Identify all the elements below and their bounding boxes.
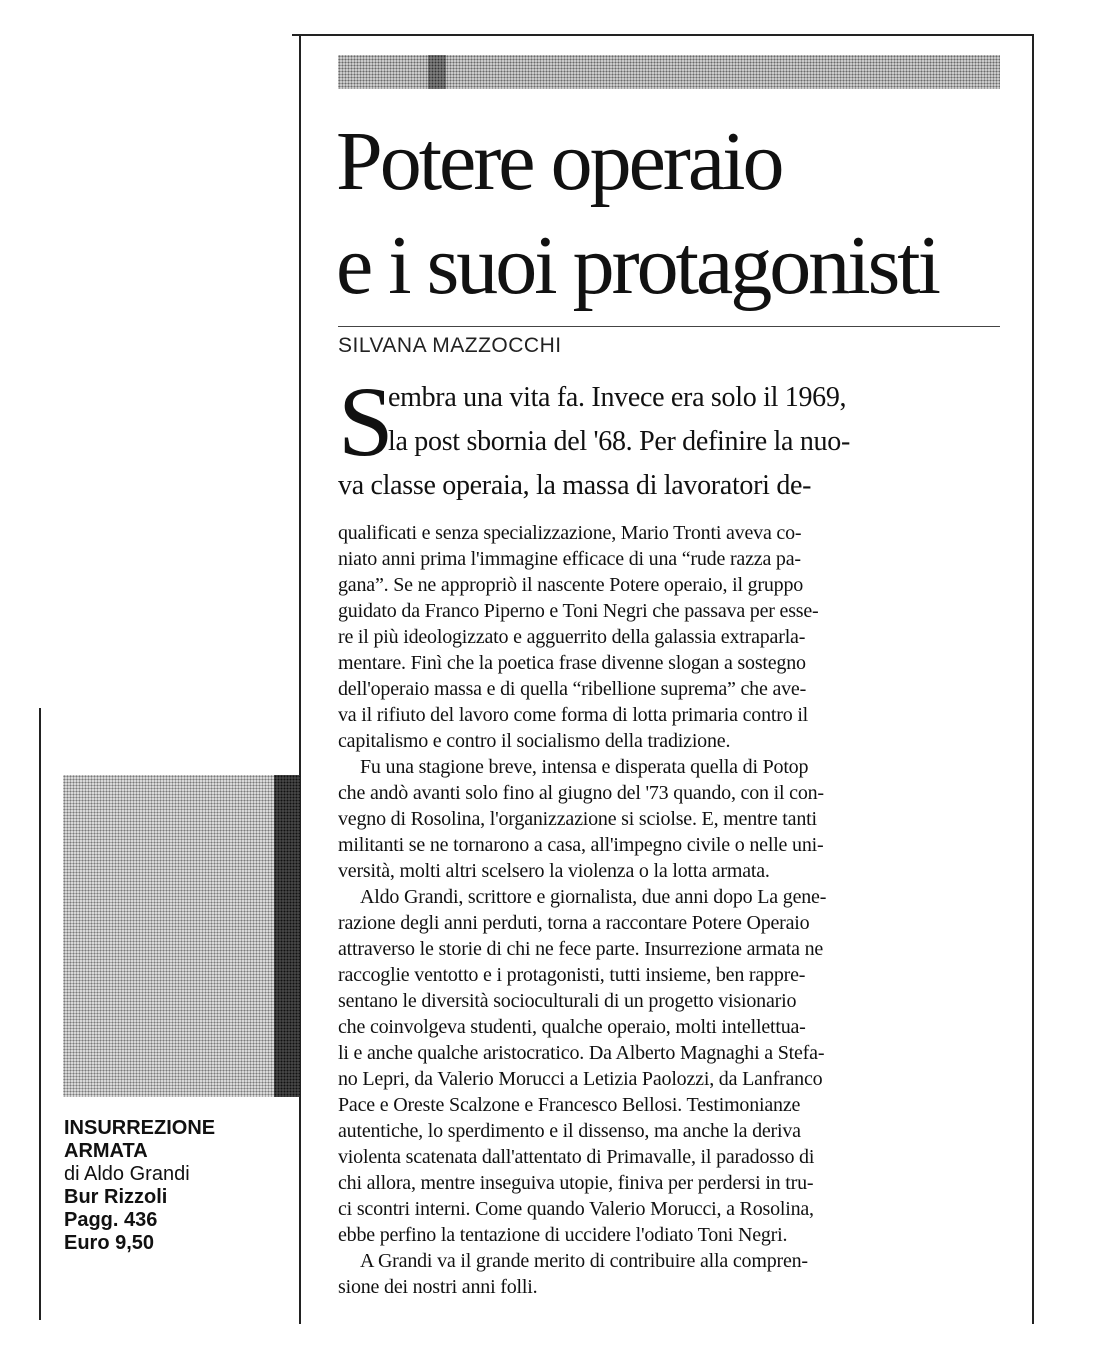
body-line: A Grandi va il grande merito di contribuire alla compren-: [360, 1250, 808, 1272]
top-rule: [292, 34, 1034, 36]
body-line: raccoglie ventotto e i protagonisti, tutti insieme, ben rappre-: [338, 964, 806, 986]
body-line: li e anche qualche aristocratico. Da Alberto Magnaghi a Stefa-: [338, 1042, 825, 1064]
book-title-line-1: INSURREZIONE: [64, 1117, 216, 1139]
body-line: che coinvolgeva studenti, qualche operaio, molti intellettua-: [338, 1016, 806, 1038]
book-price: Euro 9,50: [64, 1232, 155, 1254]
body-line: militanti se ne tornarono a casa, all'impegno civile o nelle uni-: [338, 834, 824, 856]
body-line: Fu una stagione breve, intensa e disperata quella di Potop: [360, 756, 809, 778]
left-column-rule: [39, 708, 41, 1320]
book-info-box: [64, 1117, 215, 1255]
body-line: versità, molti altri scelsero la violenza o la lotta armata.: [338, 860, 770, 882]
body-line: no Lepri, da Valerio Morucci a Letizia Paolozzi, da Lanfranco: [338, 1068, 823, 1090]
body-line: sione dei nostri anni folli.: [338, 1276, 538, 1298]
drop-cap: S: [338, 366, 394, 477]
body-line: re il più ideologizzato e agguerrito della galassia extraparla-: [338, 626, 806, 648]
byline: SILVANA MAZZOCCHI: [338, 334, 562, 357]
body-line: ci scontri interni. Come quando Valerio Morucci, a Rosolina,: [338, 1198, 814, 1220]
lead-line: embra una vita fa. Invece era solo il 1969,: [388, 382, 847, 413]
headline-line-1: Potere operaio: [336, 115, 782, 208]
body-line: capitalismo e contro il socialismo della tradizione.: [338, 730, 731, 752]
lead-line: la post sbornia del '68. Per definire la nuo-: [388, 426, 850, 457]
lead-line: va classe operaia, la massa di lavoratori de-: [338, 470, 812, 501]
body-line: violenta scatenata dall'attentato di Primavalle, il paradosso di: [338, 1146, 815, 1168]
body-line: guidato da Franco Piperno e Toni Negri che passava per esse-: [338, 600, 819, 622]
lead-paragraph: [338, 366, 1002, 508]
book-spine: [274, 775, 300, 1097]
article-headline: [336, 110, 1016, 318]
body-line: che andò avanti solo fino al giugno del '73 quando, con il con-: [338, 782, 824, 804]
body-line: qualificati e senza specializzazione, Mario Tronti aveva co-: [338, 522, 802, 544]
byline-rule: [338, 326, 1000, 327]
article-body: [338, 520, 1002, 1300]
headline-line-2: e i suoi protagonisti: [336, 219, 938, 312]
book-pages: Pagg. 436: [64, 1209, 158, 1231]
book-cover-image: [63, 775, 299, 1097]
body-line: ebbe perfino la tentazione di uccidere l'odiato Toni Negri.: [338, 1224, 788, 1246]
body-line: razione degli anni perduti, torna a raccontare Potere Operaio: [338, 912, 810, 934]
section-band-marker: [428, 55, 446, 89]
body-line: va il rifiuto del lavoro come forma di lotta primaria contro il: [338, 704, 809, 726]
body-line: chi allora, mentre inseguiva utopie, finiva per perdersi in tru-: [338, 1172, 814, 1194]
book-title-line-2: ARMATA: [64, 1140, 148, 1162]
body-line: Aldo Grandi, scrittore e giornalista, due anni dopo La gene-: [360, 886, 827, 908]
body-line: vegno di Rosolina, l'organizzazione si sciolse. E, mentre tanti: [338, 808, 817, 830]
column-divider: [299, 34, 301, 1324]
body-line: gana”. Se ne appropriò il nascente Potere operaio, il gruppo: [338, 574, 804, 596]
body-line: Pace e Oreste Scalzone e Francesco Bellosi. Testimonianze: [338, 1094, 801, 1116]
book-author: di Aldo Grandi: [64, 1163, 190, 1185]
body-line: mentare. Finì che la poetica frase divenne slogan a sostegno: [338, 652, 806, 674]
body-line: niato anni prima l'immagine efficace di una “rude razza pa-: [338, 548, 801, 570]
body-line: sentano le diversità socioculturali di un progetto visionario: [338, 990, 797, 1012]
book-publisher: Bur Rizzoli: [64, 1186, 168, 1208]
body-line: autentiche, lo sperdimento e il dissenso, ma anche la deriva: [338, 1120, 801, 1142]
section-header-band: [338, 55, 1000, 89]
body-line: dell'operaio massa e di quella “ribellione suprema” che ave-: [338, 678, 807, 700]
right-column-rule: [1032, 34, 1034, 1324]
body-line: attraverso le storie di chi ne fece parte. Insurrezione armata ne: [338, 938, 824, 960]
